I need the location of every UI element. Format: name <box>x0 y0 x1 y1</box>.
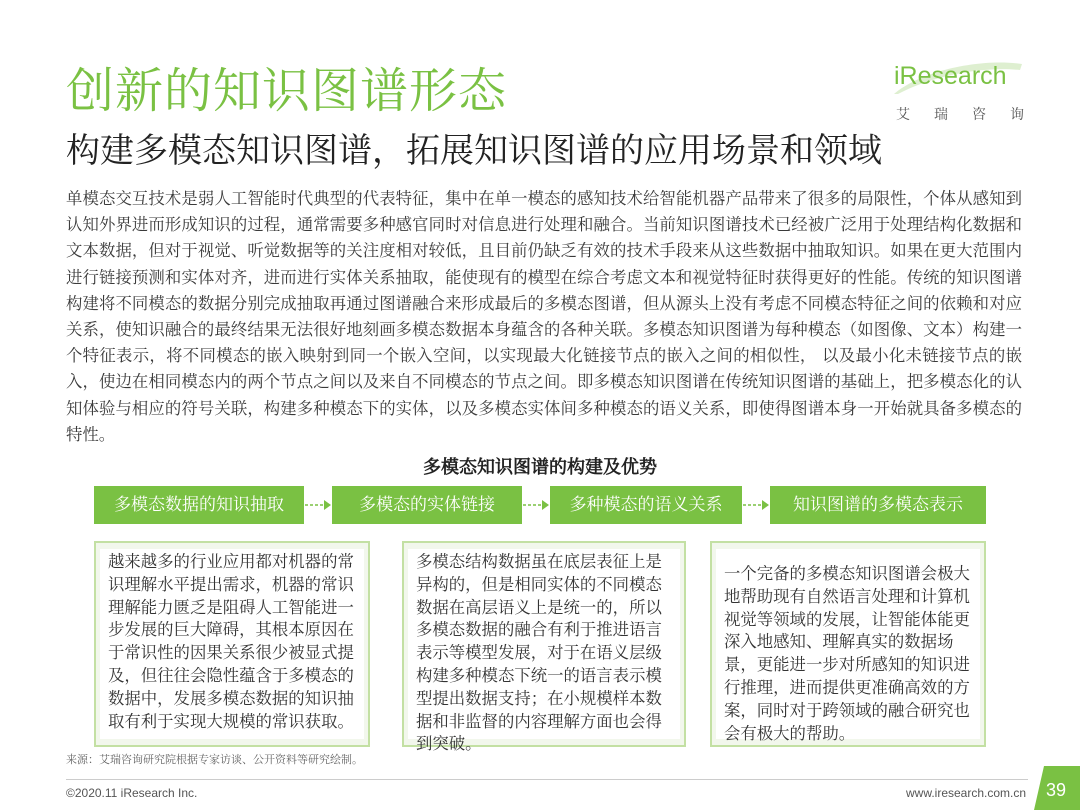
page-title: 创新的知识图谱形态 <box>66 63 508 119</box>
footer-divider <box>66 779 1028 780</box>
arrow-right-icon <box>742 498 770 512</box>
card-text: 越来越多的行业应用都对机器的常识理解水平提出需求，机器的常识理解能力匮乏是阻碍人工智能进一步发展的巨大障碍，其根本原因在于常识性的因果关系很少被显式提及，但往往会隐性蕴含于多模态的数据中，发展多模态数据的知识抽取有利于实现大规模的常识获取。 <box>100 549 364 739</box>
footer-url: www.iresearch.com.cn <box>906 786 1027 800</box>
page-number: 39 <box>1046 780 1067 800</box>
step-semantic-relations: 多种模态的语义关系 <box>550 486 742 524</box>
footer-copyright: ©2020.11 iResearch Inc. <box>66 786 198 800</box>
logo-cn-char: 瑞 <box>934 107 948 123</box>
step-entity-linking: 多模态的实体链接 <box>332 486 522 524</box>
iresearch-logo <box>888 60 1028 130</box>
card-knowledge-extraction <box>94 541 370 747</box>
logo-chinese-name <box>896 104 1024 124</box>
diagram-title: 多模态知识图谱的构建及优势 <box>423 457 657 478</box>
card-text: 多模态结构数据虽在底层表征上是异构的，但是相同实体的不同模态数据在高层语义上是统一的，所以多模态数据的融合有利于推进语言表示等模型发展，对于在语义层级构建多种模态下统一的语言表示模型提出数据支持；在小规模样本数据和非监督的内容理解方面也会得到突破。 <box>408 549 680 739</box>
arrow-right-icon <box>304 498 332 512</box>
body-paragraph: 单模态交互技术是弱人工智能时代典型的代表特征，集中在单一模态的感知技术给智能机器产品带来了很多的局限性，个体从感知到认知外界进而形成知识的过程，通常需要多种感官同时对信息进行处理和融合。当前知识图谱技术已经被广泛用于处理结构化数据和文本数据，但对于视觉、听觉数据等的关注度相对较低，且目前仍缺乏有效的技术手段来从这些数据中抽取知识。如果在更大范围内进行链接预测和实体对齐，进而进行实体关系抽取，能使现有的模型在综合考虑文本和视觉特征时获得更好的性能。传统的知识图谱构建将不同模态的数据分别完成抽取再通过图谱融合来形成最后的多模态图谱，但从源头上没有考虑不同模态特征之间的依赖和对应关系，使知识融合的最终结果无法很好地刻画多模态数据本身蕴含的各种关联。多模态知识图谱为每种模态（如图像、文本）构建一个特征表示，将不同模态的嵌入映射到同一个嵌入空间，以实现最大化链接节点的嵌入之间的相似性， 以及最小化未链接节点的嵌入，使边在相同模态内的两个节点之间以及来自不同模态的节点之间。即多模态知识图谱在传统知识图谱的基础上，把多模态化的认知体验与相应的符号关联，构建多种模态下的实体，以及多模态实体间多种模态的语义关系，即使得图谱本身一开始就具备多模态的特性。 <box>66 189 1022 444</box>
card-entity-linking <box>402 541 686 754</box>
step-multimodal-representation: 知识图谱的多模态表示 <box>770 486 986 524</box>
logo-cn-char: 询 <box>1010 107 1024 123</box>
logo-wordmark: iResearch <box>894 62 1007 90</box>
card-multimodal-representation <box>710 541 986 747</box>
card-text: 一个完备的多模态知识图谱会极大地帮助现有自然语言处理和计算机视觉等领域的发展，让智能体能更深入地感知、理解真实的数据场景，更能进一步对所感知的知识进行推理，进而提供更准确高效的方案，同时对于跨领域的融合研究也会有极大的帮助。 <box>716 549 980 739</box>
page-subtitle: 构建多模态知识图谱，拓展知识图谱的应用场景和领域 <box>66 131 882 171</box>
step-knowledge-extraction: 多模态数据的知识抽取 <box>94 486 304 524</box>
logo-cn-char: 咨 <box>972 107 986 123</box>
source-note: 来源：艾瑞咨询研究院根据专家访谈、公开资料等研究绘制。 <box>66 753 363 766</box>
arrow-right-icon <box>522 498 550 512</box>
logo-cn-char: 艾 <box>896 107 910 123</box>
